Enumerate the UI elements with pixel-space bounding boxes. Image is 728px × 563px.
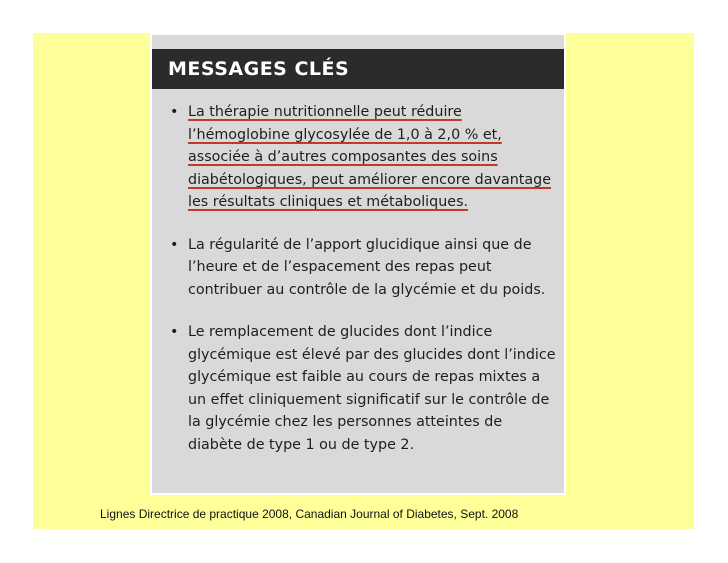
bullet-text: Le remplacement de glucides dont l’indice glycémique est élevé par des glucides dont l’indice glycémique est faible au cours de repas mixtes a un effet cliniquement significatif sur le contrôle de la glycémie chez les personnes atteintes de diabète de type 1 ou de type 2.	[188, 324, 556, 453]
list-item	[166, 234, 558, 302]
bullet-icon: •	[170, 236, 179, 253]
source-caption: Lignes Directrice de practique 2008, Canadian Journal of Diabetes, Sept. 2008	[100, 507, 519, 521]
bullet-icon: •	[170, 104, 179, 120]
bullet-icon: •	[170, 324, 179, 340]
list-item	[166, 101, 558, 214]
bullet-text: La thérapie nutritionnelle peut réduire l’hémoglobine glycosylée de 1,0 à 2,0 % et, associée à d’autres composantes des soins diabétologiques, peut améliorer encore davantage les résultats cliniques et métaboliques.	[188, 104, 552, 210]
box-title: MESSAGES CLÉS	[152, 49, 564, 89]
list-item	[166, 321, 558, 456]
key-messages-box	[150, 33, 566, 495]
bullet-text: La régularité de l’apport glucidique ainsi que de l’heure et de l’espacement des repas peut contribuer au contrôle de la glycémie et du poids.	[188, 236, 546, 298]
key-messages-list	[166, 101, 558, 476]
